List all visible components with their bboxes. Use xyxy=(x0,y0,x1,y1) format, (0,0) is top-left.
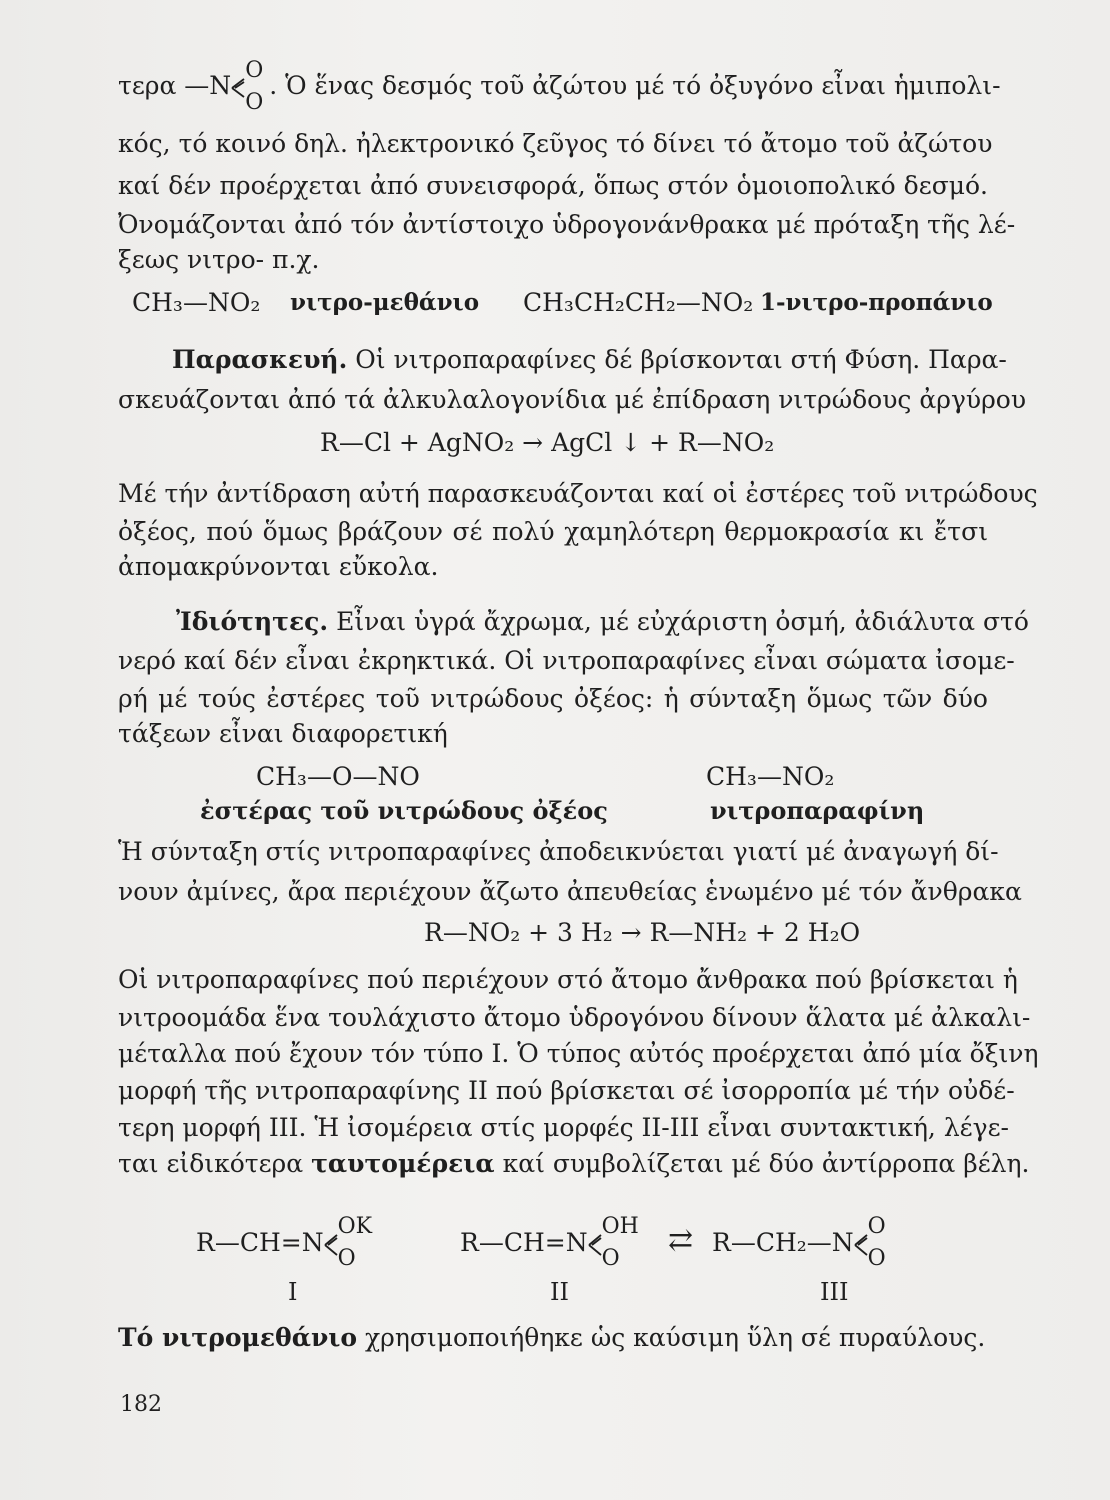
salt-line-3: μέταλλα πού ἔχουν τόν τύπο I. Ὁ τύπος αὐτός προέρχεται ἀπό μία ὄξινη xyxy=(118,1039,1039,1068)
reaction-1: R—Cl + AgNO₂ → AgCl ↓ + R—NO₂ xyxy=(320,428,775,457)
equilibrium-arrows: ⇄ xyxy=(668,1223,694,1258)
structure-line-2: νουν ἀμίνες, ἄρα περιέχουν ἄζωτο ἀπευθείας ἑνωμένο μέ τόν ἄνθρακα xyxy=(118,877,1022,906)
ester-label: ἐστέρας τοῦ νιτρώδους ὀξέος xyxy=(200,796,608,825)
tautomerism-term: ταυτομέρεια xyxy=(311,1149,495,1178)
fork-glyph-1: OK O xyxy=(324,1230,356,1260)
text-line-3: καί δέν προέρχεται ἀπό συνεισφορά, ὅπως στόν ὁμοιοπολικό δεσμό. xyxy=(118,171,988,200)
nitro-group-glyph: O O xyxy=(231,73,263,103)
nitromethane-term: Τό νιτρομεθάνιο xyxy=(118,1323,358,1352)
structure-line-1: Ἡ σύνταξη στίς νιτροπαραφίνες ἀποδεικνύεται γιατί μέ ἀναγωγή δί- xyxy=(118,837,999,866)
nitroparaffin-formula: CH₃—NO₂ xyxy=(706,762,835,791)
fork-glyph-2: OH O xyxy=(588,1230,620,1260)
salt-line-1: Οἱ νιτροπαραφίνες πού περιέχουν στό ἄτομο ἄνθρακα πού βρίσκεται ἡ xyxy=(118,965,1018,994)
prep-paragraph-line-2: σκευάζονται ἀπό τά ἀλκυλαλογονίδια μέ ἐπίδραση νιτρώδους ἀργύρου xyxy=(118,385,1027,414)
fork-glyph-3: O O xyxy=(854,1230,886,1260)
text-line-a: Μέ τήν ἀντίδραση αὐτή παρασκευάζονται καί οἱ ἐστέρες τοῦ νιτρώδους xyxy=(118,479,1038,508)
example-name-2: 1-νιτρο-προπάνιο xyxy=(760,289,993,316)
roman-label-1: I xyxy=(288,1278,298,1306)
last-line: Τό νιτρομεθάνιο χρησιμοποιήθηκε ὡς καύσιμη ὕλη σέ πυραύλους. xyxy=(118,1323,986,1352)
props-paragraph-line-4: τάξεων εἶναι διαφορετική xyxy=(118,719,448,748)
tautomer-form-2: R—CH=N OH O xyxy=(460,1213,639,1271)
example-name-1: νιτρο-μεθάνιο xyxy=(290,289,480,316)
props-heading: Ἰδιότητες. xyxy=(176,607,329,636)
reaction-2: R—NO₂ + 3 H₂ → R—NH₂ + 2 H₂O xyxy=(424,918,861,947)
page-number: 182 xyxy=(120,1392,162,1417)
text-line-2: κός, τό κοινό δηλ. ἠλεκτρονικό ζεῦγος τό δίνει τό ἄτομο τοῦ ἀζώτου xyxy=(118,129,993,158)
tautomer-form-3: R—CH₂—N O O xyxy=(712,1213,886,1271)
text-line-5: ξεως νιτρο- π.χ. xyxy=(118,245,320,274)
example-formula-2: CH₃CH₂CH₂—NO₂ xyxy=(523,288,754,317)
prep-paragraph-line-1: Παρασκευή. Οἱ νιτροπαραφίνες δέ βρίσκονται στή Φύση. Παρα- xyxy=(172,345,1007,374)
prep-heading: Παρασκευή. xyxy=(172,345,348,374)
nitroparaffin-label: νιτροπαραφίνη xyxy=(710,796,925,825)
salt-line-5: τερη μορφή III. Ἡ ἰσομέρεια στίς μορφές II-III εἶναι συντακτική, λέγε- xyxy=(118,1113,1009,1142)
roman-label-3: III xyxy=(820,1278,849,1306)
props-paragraph-line-2: νερό καί δέν εἶναι ἐκρηκτικά. Οἱ νιτροπαραφίνες εἶναι σώματα ἰσομε- xyxy=(118,646,1015,675)
salt-line-4: μορφή τῆς νιτροπαραφίνης II πού βρίσκεται σέ ἰσορροπία μέ τήν οὐδέ- xyxy=(118,1076,1015,1105)
example-formula-1: CH₃—NO₂ xyxy=(132,288,261,317)
props-paragraph-line-1: Ἰδιότητες. Εἶναι ὑγρά ἄχρωμα, μέ εὐχάριστη ὀσμή, ἀδιάλυτα στό xyxy=(176,607,1029,636)
text-line-4: Ὀνομάζονται ἀπό τόν ἀντίστοιχο ὑδρογονάνθρακα μέ πρόταξη τῆς λέ- xyxy=(118,210,1016,239)
text-line-c: ἀπομακρύνονται εὔκολα. xyxy=(118,552,439,581)
salt-line-2: νιτροομάδα ἕνα τουλάχιστο ἄτομο ὑδρογόνου δίνουν ἅλατα μέ ἀλκαλι- xyxy=(118,1003,1031,1032)
text-line-1: τερα —N O O . Ὁ ἕνας δεσμός τοῦ ἀζώτου μέ τό ὀξυγόνο εἶναι ἡμιπολι- xyxy=(118,57,1001,115)
ester-formula: CH₃—O—NO xyxy=(256,762,420,791)
text-line-b: ὀξέος, πού ὅμως βράζουν σέ πολύ χαμηλότερη θερμοκρασία κι ἔτσι xyxy=(118,517,988,546)
props-paragraph-line-3: ρή μέ τούς ἐστέρες τοῦ νιτρώδους ὀξέος: ἡ σύνταξη ὅμως τῶν δύο xyxy=(118,684,988,713)
roman-label-2: II xyxy=(550,1278,569,1306)
salt-line-6: ται εἰδικότερα ταυτομέρεια καί συμβολίζεται μέ δύο ἀντίρροπα βέλη. xyxy=(118,1149,1030,1178)
tautomer-form-1: R—CH=N OK O xyxy=(196,1213,373,1271)
